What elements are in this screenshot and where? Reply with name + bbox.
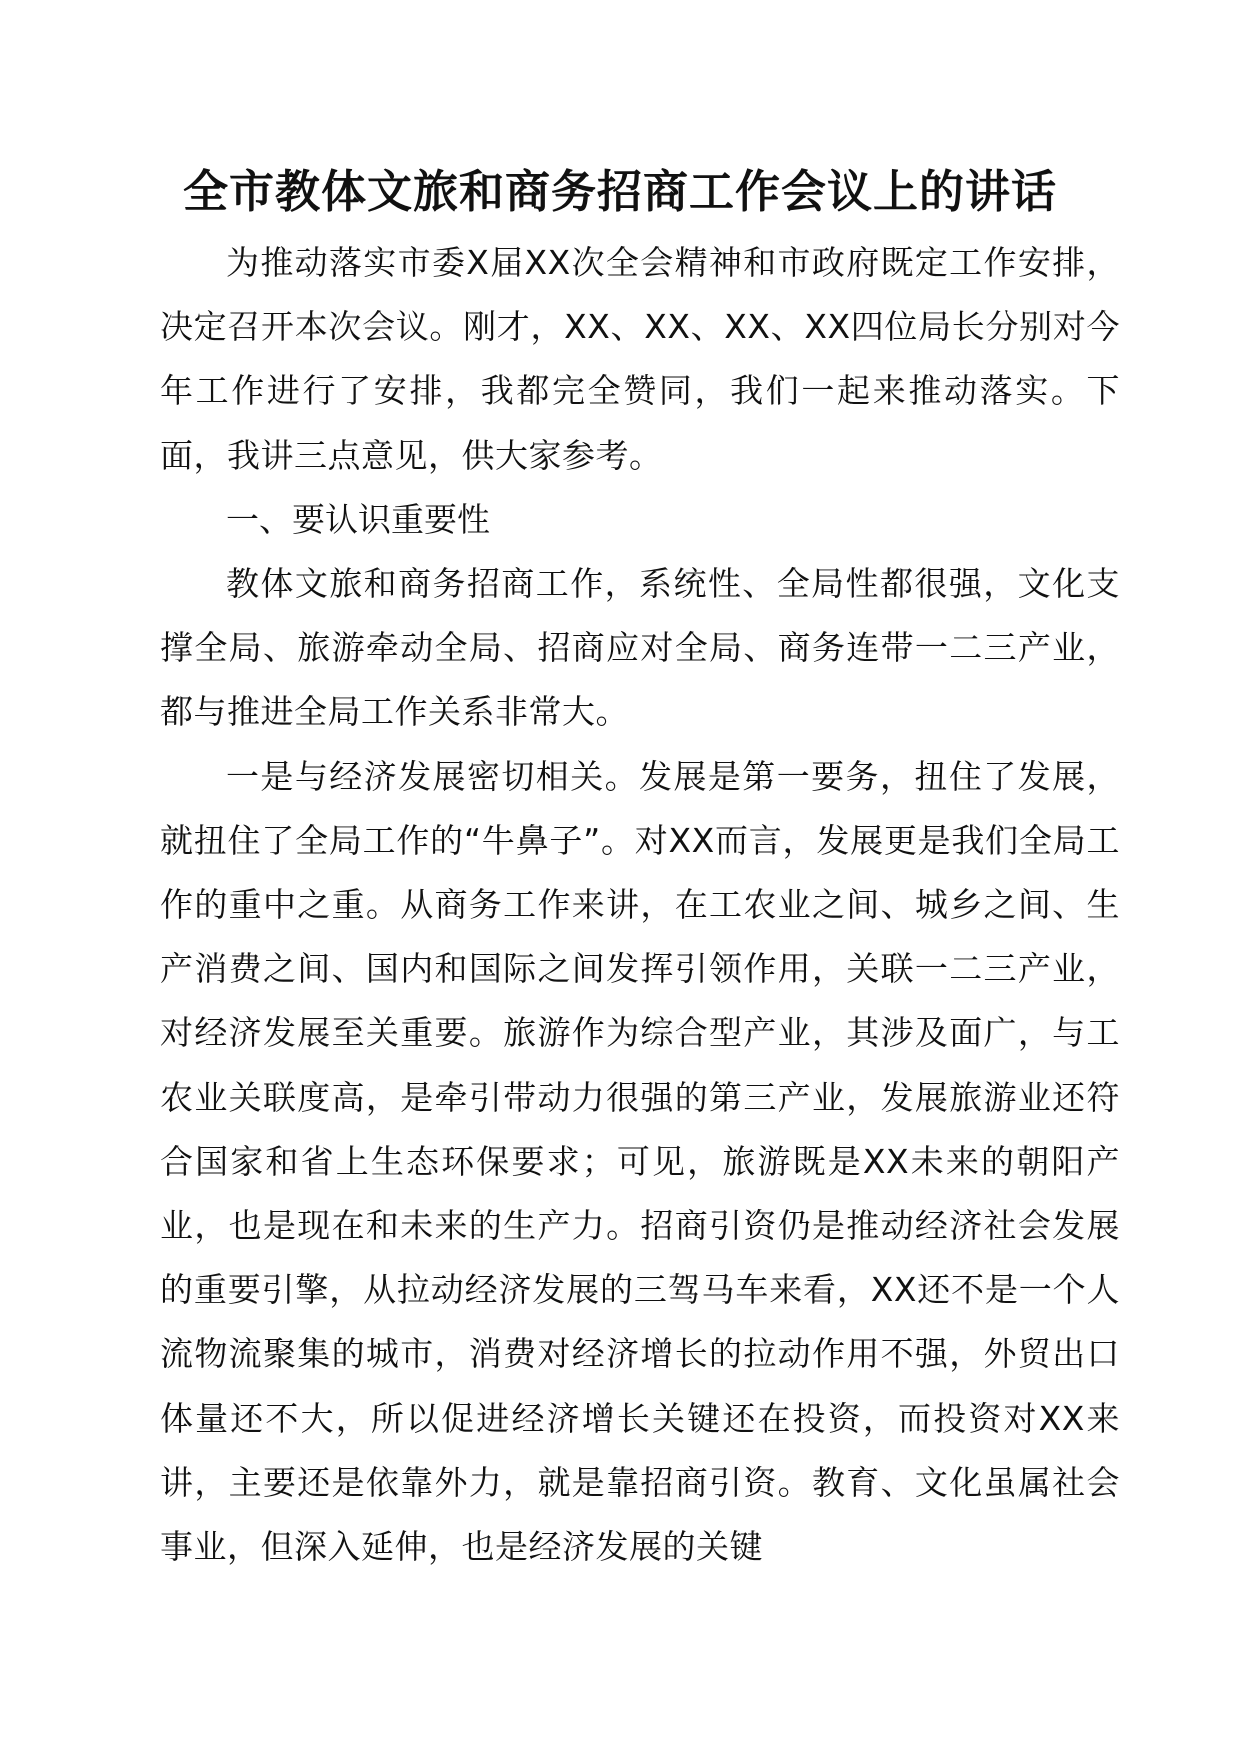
document-body xyxy=(160,231,1120,1579)
paragraph-overview: 教体文旅和商务招商工作，系统性、全局性都很强，文化支撑全局、旅游牵动全局、招商应对全局、商务连带一二三产业，都与推进全局工作关系非常大。 xyxy=(160,564,1120,732)
section-heading-1: 一、要认识重要性 xyxy=(226,499,490,539)
paragraph-economy: 一是与经济发展密切相关。发展是第一要务，扭住了发展，就扭住了全局工作的“牛鼻子”。对XX而言，发展更是我们全局工作的重中之重。从商务工作来讲，在工农业之间、城乡之间、生产消费之间、国内和国际之间发挥引领作用，关联一二三产业，对经济发展至关重要。旅游作为综合型产业，其涉及面广，与工农业关联度高，是牵引带动力很强的第三产业，发展旅游业还符合国家和省上生态环保要求；可见，旅游既是XX未来的朝阳产业，也是现在和未来的生产力。招商引资仍是推动经济社会发展的重要引擎，从拉动经济发展的三驾马车来看，XX还不是一个人流物流聚集的城市，消费对经济增长的拉动作用不强，外贸出口体量还不大，所以促进经济增长关键还在投资，而投资对XX来讲，主要还是依靠外力，就是靠招商引资。教育、文化虽属社会事业，但深入延伸，也是经济发展的关键 xyxy=(160,756,1120,1567)
paragraph-intro: 为推动落实市委X届XX次全会精神和市政府既定工作安排，决定召开本次会议。刚才，XX、XX、XX、XX四位局长分别对今年工作进行了安排，我都完全赞同，我们一起来推动落实。下面，我讲三点意见，供大家参考。 xyxy=(160,243,1120,475)
document-title: 全市教体文旅和商务招商工作会议上的讲话 xyxy=(182,165,1057,218)
